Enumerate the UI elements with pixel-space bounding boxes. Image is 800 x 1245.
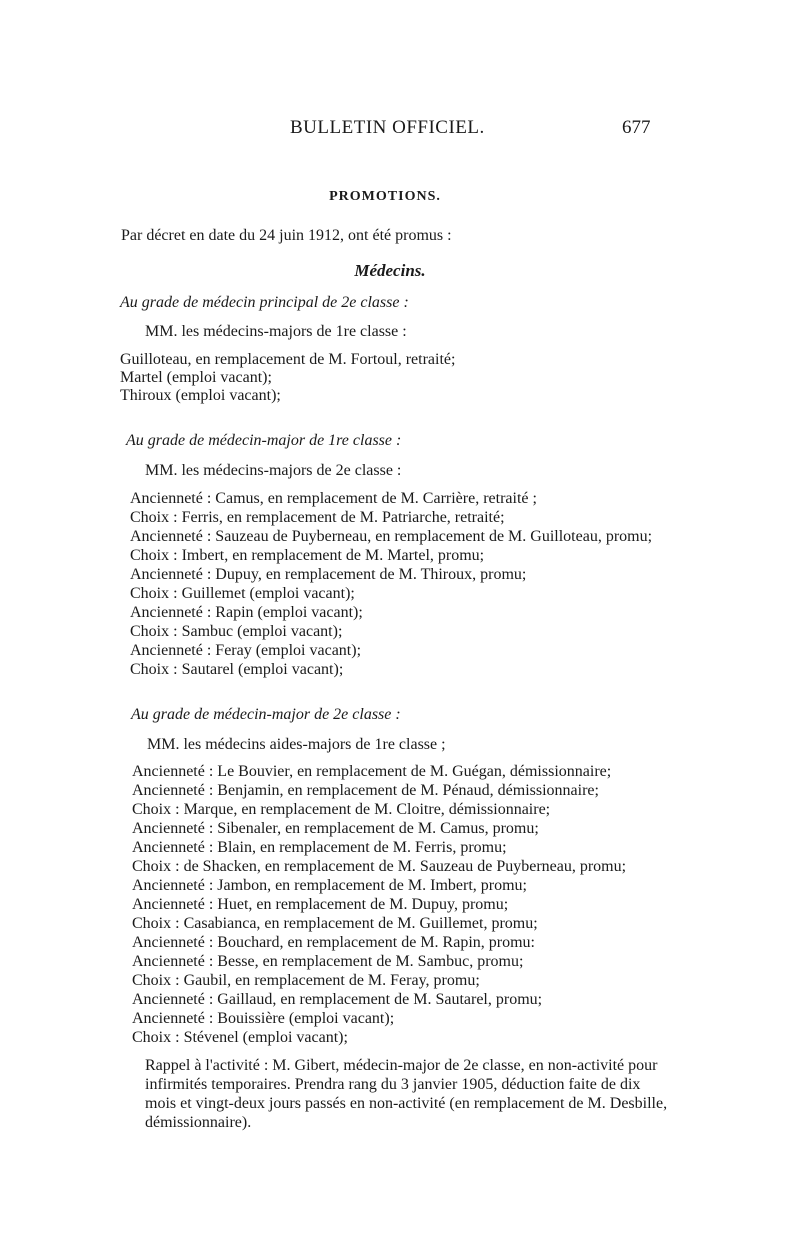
closing-paragraph-line: infirmités temporaires. Prendra rang du 3 janvier 1905, déduction faite de dix <box>145 1076 641 1093</box>
group2-line: Choix : Guillemet (emploi vacant); <box>130 585 355 602</box>
group2-line: Ancienneté : Feray (emploi vacant); <box>130 642 362 659</box>
category-title: Médecins. <box>354 261 426 280</box>
group2-line: Choix : Sambuc (emploi vacant); <box>130 623 343 640</box>
group3-heading: Au grade de médecin-major de 2e classe : <box>131 706 401 723</box>
closing-paragraph-line: mois et vingt-deux jours passés en non-activité (en remplacement de M. Desbille, <box>145 1095 668 1112</box>
closing-paragraph-line: Rappel à l'activité : M. Gibert, médecin-major de 2e classe, en non-activité pour <box>145 1057 658 1074</box>
group3-line: Ancienneté : Huet, en remplacement de M. Dupuy, promu; <box>132 896 509 913</box>
group2-subheading: MM. les médecins-majors de 2e classe : <box>145 462 402 479</box>
group2-line: Choix : Imbert, en remplacement de M. Martel, promu; <box>130 547 485 564</box>
group1-heading: Au grade de médecin principal de 2e classe : <box>120 294 409 311</box>
group1-line: Guilloteau, en remplacement de M. Fortoul, retraité; <box>120 351 456 368</box>
group1-subheading: MM. les médecins-majors de 1re classe : <box>145 323 407 340</box>
group3-line: Choix : Gaubil, en remplacement de M. Feray, promu; <box>132 972 480 989</box>
page-number: 677 <box>622 117 651 138</box>
group2-line: Ancienneté : Rapin (emploi vacant); <box>130 604 363 621</box>
group3-line: Ancienneté : Gaillaud, en remplacement de M. Sautarel, promu; <box>132 991 543 1008</box>
group3-line: Ancienneté : Bouchard, en remplacement de M. Rapin, promu: <box>132 934 535 951</box>
intro-sentence: Par décret en date du 24 juin 1912, ont été promus : <box>121 227 452 244</box>
group3-line: Ancienneté : Le Bouvier, en remplacement de M. Guégan, démissionnaire; <box>132 763 612 780</box>
closing-paragraph-line: démissionnaire). <box>145 1114 252 1131</box>
group3-line: Choix : Stévenel (emploi vacant); <box>132 1029 348 1046</box>
group3-line: Ancienneté : Besse, en remplacement de M. Sambuc, promu; <box>132 953 524 970</box>
group2-line: Choix : Sautarel (emploi vacant); <box>130 661 344 678</box>
group3-line: Ancienneté : Blain, en remplacement de M. Ferris, promu; <box>132 839 507 856</box>
group2-line: Ancienneté : Camus, en remplacement de M. Carrière, retraité ; <box>130 490 537 507</box>
section-heading: PROMOTIONS. <box>329 189 441 204</box>
group2-heading: Au grade de médecin-major de 1re classe : <box>126 432 402 449</box>
group3-subheading: MM. les médecins aides-majors de 1re classe ; <box>147 736 446 753</box>
group1-line: Martel (emploi vacant); <box>120 369 272 386</box>
group3-line: Choix : Casabianca, en remplacement de M. Guillemet, promu; <box>132 915 538 932</box>
group3-line: Choix : de Shacken, en remplacement de M. Sauzeau de Puyberneau, promu; <box>132 858 627 875</box>
group3-line: Ancienneté : Jambon, en remplacement de M. Imbert, promu; <box>132 877 527 894</box>
group3-line: Ancienneté : Bouissière (emploi vacant); <box>132 1010 395 1027</box>
running-header-title: BULLETIN OFFICIEL. <box>290 117 485 138</box>
group2-line: Ancienneté : Sauzeau de Puyberneau, en remplacement de M. Guilloteau, promu; <box>130 528 653 545</box>
group3-line: Ancienneté : Sibenaler, en remplacement de M. Camus, promu; <box>132 820 539 837</box>
group3-line: Choix : Marque, en remplacement de M. Cloitre, démissionnaire; <box>132 801 551 818</box>
group3-line: Ancienneté : Benjamin, en remplacement de M. Pénaud, démissionnaire; <box>132 782 599 799</box>
group2-line: Choix : Ferris, en remplacement de M. Patriarche, retraité; <box>130 509 505 526</box>
group2-line: Ancienneté : Dupuy, en remplacement de M. Thiroux, promu; <box>130 566 527 583</box>
group1-line: Thiroux (emploi vacant); <box>120 387 281 404</box>
